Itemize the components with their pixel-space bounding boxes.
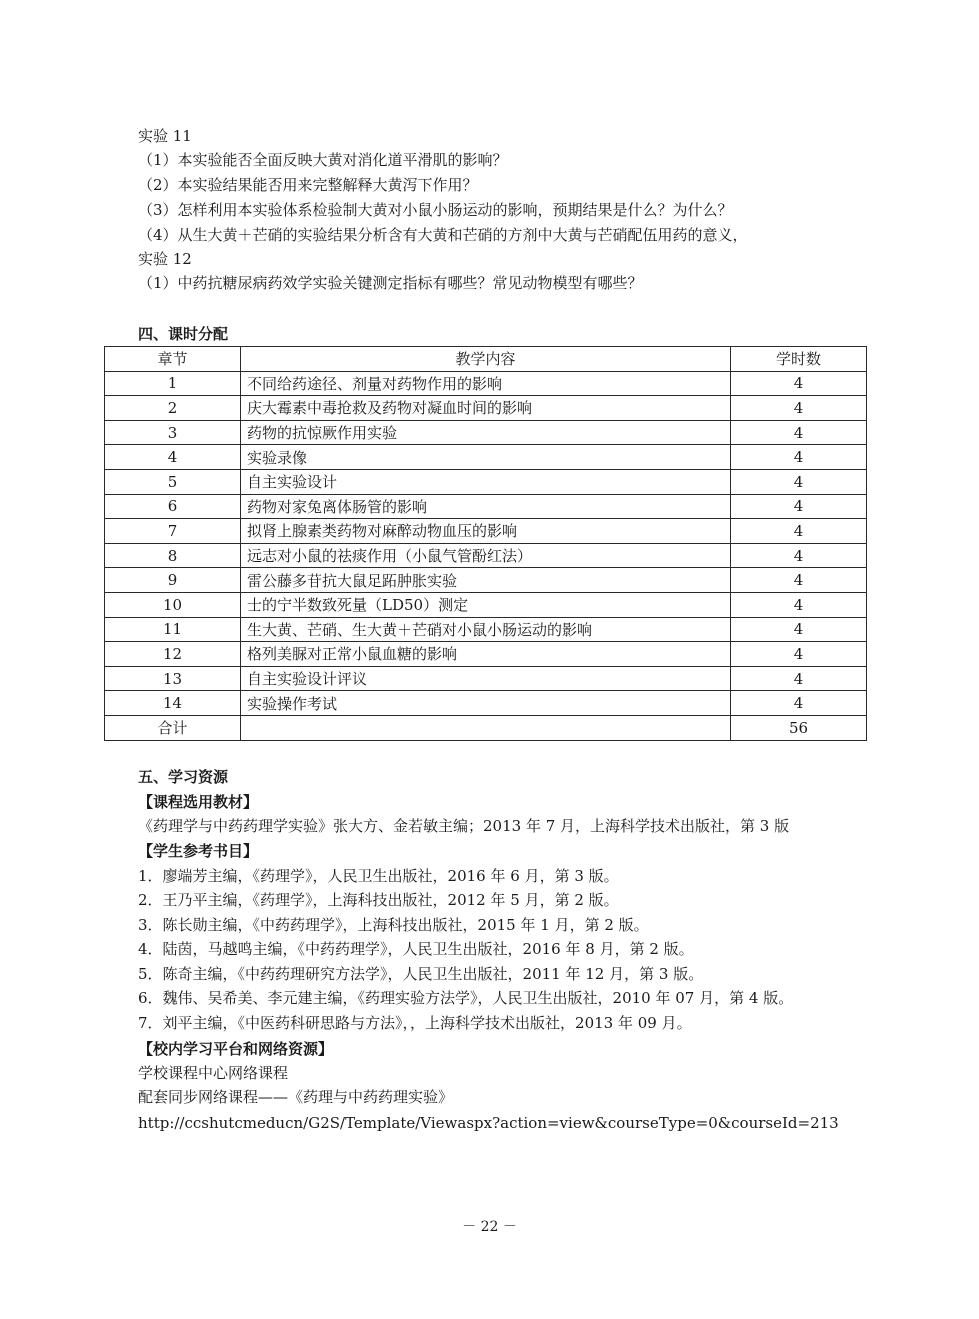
chapter-cell: 8 (105, 543, 241, 568)
hours-cell: 4 (731, 666, 867, 691)
chapter-cell: 12 (105, 642, 241, 667)
table-row (105, 445, 867, 470)
header-hours: 学时数 (731, 347, 867, 372)
hours-cell: 4 (731, 420, 867, 445)
table-row (105, 494, 867, 519)
table-row (105, 568, 867, 593)
exp11-question-4: （4）从生大黄＋芒硝的实验结果分析含有大黄和芒硝的方剂中大黄与芒硝配伍用药的意义， (138, 226, 748, 244)
page-number: － 22 － (462, 1219, 517, 1235)
hours-cell: 4 (731, 592, 867, 617)
content-cell: 远志对小鼠的祛痰作用（小鼠气管酚红法） (241, 543, 731, 568)
hours-allocation-table (104, 346, 867, 741)
exp12-title: 实验 12 (138, 250, 192, 268)
content-cell: 生大黄、芒硝、生大黄＋芒硝对小鼠小肠运动的影响 (241, 617, 731, 642)
hours-cell: 4 (731, 691, 867, 716)
header-content: 教学内容 (241, 347, 731, 372)
reference-item: 7．刘平主编，《中医药科研思路与方法》，，上海科学技术出版社，2013 年 09 月。 (138, 1014, 692, 1032)
table-total-row (105, 715, 867, 740)
hours-cell: 4 (731, 519, 867, 544)
hours-cell: 4 (731, 445, 867, 470)
reference-item: 2．王乃平主编，《药理学》，上海科技出版社，2012 年 5 月，第 2 版。 (138, 891, 619, 909)
section5-heading: 五、学习资源 (138, 768, 229, 786)
hours-cell: 4 (731, 396, 867, 421)
textbook-heading: 【课程选用教材】 (138, 793, 259, 811)
chapter-cell: 6 (105, 494, 241, 519)
chapter-cell: 7 (105, 519, 241, 544)
content-cell: 格列美脲对正常小鼠血糖的影响 (241, 642, 731, 667)
table-row (105, 666, 867, 691)
hours-cell: 4 (731, 617, 867, 642)
reference-item: 3．陈长勋主编，《中药药理学》，上海科技出版社，2015 年 1 月，第 2 版。 (138, 916, 649, 934)
chapter-cell: 14 (105, 691, 241, 716)
reference-item: 6．魏伟、吴希美、李元建主编，《药理实验方法学》，人民卫生出版社，2010 年 07 月，第 4 版。 (138, 989, 794, 1007)
table-row (105, 543, 867, 568)
online-resources-heading: 【校内学习平台和网络资源】 (138, 1040, 334, 1058)
reference-item: 1．廖端芳主编，《药理学》，人民卫生出版社，2016 年 6 月，第 3 版。 (138, 867, 619, 885)
table-row (105, 371, 867, 396)
chapter-cell: 13 (105, 666, 241, 691)
table-row (105, 617, 867, 642)
hours-cell: 4 (731, 642, 867, 667)
chapter-cell: 3 (105, 420, 241, 445)
content-cell: 药物对家兔离体肠管的影响 (241, 494, 731, 519)
table-row (105, 642, 867, 667)
content-cell: 自主实验设计 (241, 469, 731, 494)
online-course-item: 配套同步网络课程——《药理与中药药理实验》 (138, 1088, 454, 1106)
hours-cell: 4 (731, 568, 867, 593)
header-chapter: 章节 (105, 347, 241, 372)
content-cell: 实验操作考试 (241, 691, 731, 716)
online-resource-item: 学校课程中心网络课程 (138, 1064, 289, 1082)
content-cell: 雷公藤多苷抗大鼠足跖肿胀实验 (241, 568, 731, 593)
chapter-cell: 1 (105, 371, 241, 396)
hours-cell: 4 (731, 494, 867, 519)
content-cell: 药物的抗惊厥作用实验 (241, 420, 731, 445)
content-cell: 自主实验设计评议 (241, 666, 731, 691)
chapter-cell: 2 (105, 396, 241, 421)
total-content-cell (241, 715, 731, 740)
exp11-title: 实验 11 (138, 127, 192, 145)
chapter-cell: 10 (105, 592, 241, 617)
reference-item: 4．陆茵，马越鸣主编，《中药药理学》，人民卫生出版社，2016 年 8 月，第 2 版。 (138, 940, 694, 958)
textbook-entry: 《药理学与中药药理学实验》张大方、金若敏主编；2013 年 7 月，上海科学技术出版社，第 3 版 (138, 817, 790, 835)
content-cell: 士的宁半数致死量（LD50）测定 (241, 592, 731, 617)
hours-cell: 4 (731, 371, 867, 396)
content-cell: 不同给药途径、剂量对药物作用的影响 (241, 371, 731, 396)
course-url-link[interactable]: http://ccshutcmeducn/G2S/Template/Viewaspx?action=view&courseType=0&courseId=213 (138, 1114, 839, 1132)
table-row (105, 420, 867, 445)
table-row (105, 519, 867, 544)
content-cell: 庆大霉素中毒抢救及药物对凝血时间的影响 (241, 396, 731, 421)
chapter-cell: 11 (105, 617, 241, 642)
table-row (105, 396, 867, 421)
exp11-question-1: （1）本实验能否全面反映大黄对消化道平滑肌的影响？ (138, 151, 508, 169)
total-label-cell: 合计 (105, 715, 241, 740)
exp12-question-1: （1）中药抗糖尿病药效学实验关键测定指标有哪些？常见动物模型有哪些？ (138, 274, 643, 292)
chapter-cell: 5 (105, 469, 241, 494)
refs-heading: 【学生参考书目】 (138, 842, 259, 860)
exp11-question-3: （3）怎样利用本实验体系检验制大黄对小鼠小肠运动的影响，预期结果是什么？为什么？ (138, 201, 733, 219)
reference-item: 5．陈奇主编，《中药药理研究方法学》，人民卫生出版社，2011 年 12 月，第 3 版。 (138, 965, 704, 983)
total-hours-cell: 56 (731, 715, 867, 740)
table-row (105, 469, 867, 494)
section4-heading: 四、课时分配 (138, 325, 229, 343)
hours-cell: 4 (731, 469, 867, 494)
content-cell: 拟肾上腺素类药物对麻醉动物血压的影响 (241, 519, 731, 544)
exp11-question-2: （2）本实验结果能否用来完整解释大黄泻下作用？ (138, 176, 478, 194)
chapter-cell: 9 (105, 568, 241, 593)
table-header-row (105, 347, 867, 372)
chapter-cell: 4 (105, 445, 241, 470)
table-row (105, 592, 867, 617)
table-row (105, 691, 867, 716)
hours-cell: 4 (731, 543, 867, 568)
content-cell: 实验录像 (241, 445, 731, 470)
